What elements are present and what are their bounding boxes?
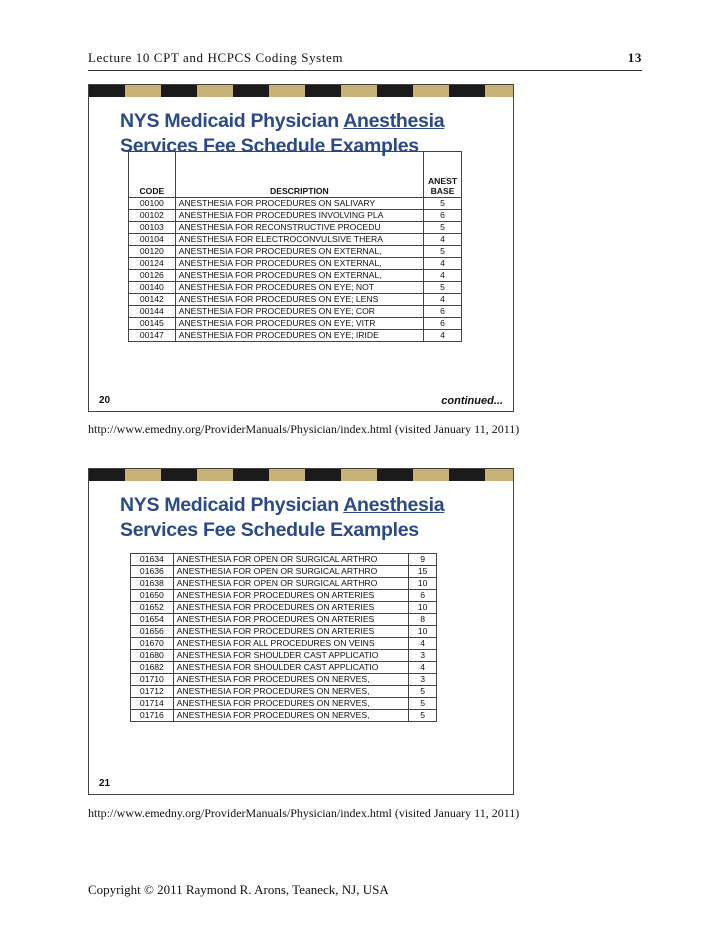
code-cell: 01710 (131, 674, 174, 686)
code-cell: 00124 (129, 258, 176, 270)
base-cell: 6 (424, 210, 462, 222)
table-header-row (129, 152, 462, 198)
description-cell: ANESTHESIA FOR SHOULDER CAST APPLICATIO (173, 662, 408, 674)
base-cell: 8 (409, 614, 437, 626)
table-row (129, 330, 462, 342)
base-cell: 5 (409, 698, 437, 710)
document-title: Lecture 10 CPT and HCPCS Coding System (88, 50, 344, 65)
base-cell: 4 (409, 638, 437, 650)
description-cell: ANESTHESIA FOR ELECTROCONVULSIVE THERA (175, 234, 423, 246)
base-cell: 4 (424, 294, 462, 306)
code-cell: 01716 (131, 710, 174, 722)
description-cell: ANESTHESIA FOR OPEN OR SURGICAL ARTHRO (173, 566, 408, 578)
table-row (131, 566, 437, 578)
fee-schedule-table-1 (128, 151, 462, 342)
table-row (129, 282, 462, 294)
slide-title-line2: Services Fee Schedule Examples (120, 135, 419, 157)
slide-title-underlined: Anesthesia (343, 110, 445, 132)
base-cell: 3 (409, 674, 437, 686)
description-cell: ANESTHESIA FOR PROCEDURES ON SALIVARY (175, 198, 423, 210)
description-cell: ANESTHESIA FOR PROCEDURES ON NERVES, (173, 710, 408, 722)
table-row (131, 698, 437, 710)
base-cell: 15 (409, 566, 437, 578)
description-cell: ANESTHESIA FOR PROCEDURES INVOLVING PLA (175, 210, 423, 222)
description-cell: ANESTHESIA FOR PROCEDURES ON EXTERNAL, (175, 246, 423, 258)
base-cell: 5 (424, 282, 462, 294)
base-cell: 5 (409, 686, 437, 698)
description-cell: ANESTHESIA FOR PROCEDURES ON EYE; NOT (175, 282, 423, 294)
table-row (131, 578, 437, 590)
description-cell: ANESTHESIA FOR OPEN OR SURGICAL ARTHRO (173, 554, 408, 566)
base-cell: 5 (424, 198, 462, 210)
base-cell: 5 (409, 710, 437, 722)
slide-title-line2: Services Fee Schedule Examples (120, 519, 419, 541)
description-cell: ANESTHESIA FOR RECONSTRUCTIVE PROCEDU (175, 222, 423, 234)
code-cell: 01634 (131, 554, 174, 566)
page-number: 13 (627, 50, 642, 65)
code-cell: 00103 (129, 222, 176, 234)
table-row (129, 318, 462, 330)
description-cell: ANESTHESIA FOR PROCEDURES ON NERVES, (173, 674, 408, 686)
slide-title-line1: NYS Medicaid Physician (120, 110, 344, 132)
base-cell: 4 (424, 270, 462, 282)
col-base-header: ANEST BASE (424, 152, 462, 198)
base-cell: 10 (409, 626, 437, 638)
base-cell: 9 (409, 554, 437, 566)
code-cell: 01670 (131, 638, 174, 650)
description-cell: ANESTHESIA FOR PROCEDURES ON NERVES, (173, 698, 408, 710)
table-row (131, 602, 437, 614)
description-cell: ANESTHESIA FOR PROCEDURES ON EYE; COR (175, 306, 423, 318)
slide-top-bar (89, 469, 513, 481)
table-row (129, 294, 462, 306)
description-cell: ANESTHESIA FOR PROCEDURES ON EYE; LENS (175, 294, 423, 306)
source-url-1: http://www.emedny.org/ProviderManuals/Physician/index.html (visited January 11, 2011) (88, 422, 520, 436)
base-cell: 3 (409, 650, 437, 662)
table-row (129, 270, 462, 282)
table-row (131, 638, 437, 650)
table-row (129, 222, 462, 234)
code-cell: 00144 (129, 306, 176, 318)
description-cell: ANESTHESIA FOR PROCEDURES ON EXTERNAL, (175, 270, 423, 282)
base-cell: 4 (409, 662, 437, 674)
fee-schedule-table-2 (130, 553, 437, 722)
slide-20 (88, 84, 514, 412)
table-row (129, 258, 462, 270)
description-cell: ANESTHESIA FOR PROCEDURES ON ARTERIES (173, 590, 408, 602)
description-cell: ANESTHESIA FOR PROCEDURES ON EYE; IRIDE (175, 330, 423, 342)
description-cell: ANESTHESIA FOR PROCEDURES ON ARTERIES (173, 614, 408, 626)
code-cell: 01714 (131, 698, 174, 710)
code-cell: 00145 (129, 318, 176, 330)
table-row (131, 614, 437, 626)
code-cell: 01680 (131, 650, 174, 662)
code-cell: 01652 (131, 602, 174, 614)
code-cell: 01654 (131, 614, 174, 626)
code-cell: 01682 (131, 662, 174, 674)
col-description-header: DESCRIPTION (175, 152, 423, 198)
code-cell: 01656 (131, 626, 174, 638)
code-cell: 00142 (129, 294, 176, 306)
code-cell: 00104 (129, 234, 176, 246)
header-rule (88, 70, 642, 71)
table-row (129, 234, 462, 246)
slide-21 (88, 468, 514, 795)
table-row (131, 674, 437, 686)
slide-title (120, 493, 444, 543)
description-cell: ANESTHESIA FOR PROCEDURES ON NERVES, (173, 686, 408, 698)
table-row (131, 686, 437, 698)
table-row (131, 662, 437, 674)
table-row (129, 210, 462, 222)
col-code-header: CODE (129, 152, 176, 198)
code-cell: 00102 (129, 210, 176, 222)
slide-number: 20 (99, 395, 111, 406)
table-row (129, 198, 462, 210)
copyright-footer: Copyright © 2011 Raymond R. Arons, Teaneck, NJ, USA (88, 882, 389, 897)
code-cell: 00140 (129, 282, 176, 294)
code-cell: 01636 (131, 566, 174, 578)
base-cell: 6 (424, 318, 462, 330)
slide-title-underlined: Anesthesia (343, 494, 445, 516)
table-row (129, 306, 462, 318)
description-cell: ANESTHESIA FOR PROCEDURES ON EXTERNAL, (175, 258, 423, 270)
base-cell: 6 (424, 306, 462, 318)
source-url-2: http://www.emedny.org/ProviderManuals/Physician/index.html (visited January 11, 2011) (88, 806, 520, 820)
description-cell: ANESTHESIA FOR SHOULDER CAST APPLICATIO (173, 650, 408, 662)
code-cell: 00126 (129, 270, 176, 282)
code-cell: 01638 (131, 578, 174, 590)
description-cell: ANESTHESIA FOR PROCEDURES ON ARTERIES (173, 602, 408, 614)
description-cell: ANESTHESIA FOR ALL PROCEDURES ON VEINS (173, 638, 408, 650)
table-row (131, 710, 437, 722)
base-cell: 4 (424, 258, 462, 270)
base-cell: 5 (424, 222, 462, 234)
table-row (129, 246, 462, 258)
description-cell: ANESTHESIA FOR PROCEDURES ON ARTERIES (173, 626, 408, 638)
slide-title-line1: NYS Medicaid Physician (120, 494, 344, 516)
description-cell: ANESTHESIA FOR OPEN OR SURGICAL ARTHRO (173, 578, 408, 590)
base-cell: 4 (424, 234, 462, 246)
code-cell: 01712 (131, 686, 174, 698)
code-cell: 00147 (129, 330, 176, 342)
base-cell: 6 (409, 590, 437, 602)
code-cell: 00120 (129, 246, 176, 258)
description-cell: ANESTHESIA FOR PROCEDURES ON EYE; VITR (175, 318, 423, 330)
base-cell: 10 (409, 602, 437, 614)
continued-label: continued... (441, 395, 503, 407)
table-row (131, 650, 437, 662)
code-cell: 00100 (129, 198, 176, 210)
page-header (88, 50, 642, 66)
slide-top-bar (89, 85, 513, 97)
table-row (131, 590, 437, 602)
base-cell: 4 (424, 330, 462, 342)
table-row (131, 554, 437, 566)
base-cell: 10 (409, 578, 437, 590)
code-cell: 01650 (131, 590, 174, 602)
slide-number: 21 (99, 778, 111, 789)
table-row (131, 626, 437, 638)
base-cell: 5 (424, 246, 462, 258)
